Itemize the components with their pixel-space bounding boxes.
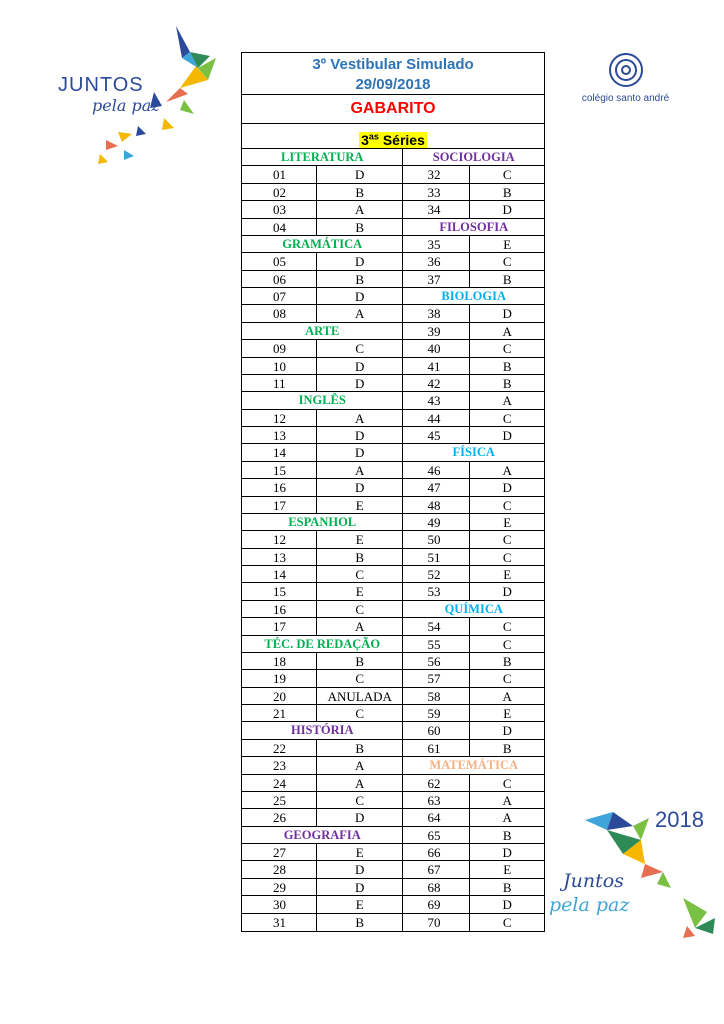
answer-letter: C (502, 914, 512, 930)
answer-row (242, 879, 402, 896)
answer-letter: B (502, 827, 512, 843)
question-number: 25 (242, 792, 317, 808)
question-number: 63 (403, 792, 470, 808)
subject-heading: FILOSOFIA (403, 219, 544, 236)
question-number: 42 (403, 375, 470, 391)
question-number: 54 (403, 618, 470, 634)
answer-row (403, 896, 544, 913)
question-number: 16 (242, 601, 317, 617)
question-number: 18 (242, 653, 317, 669)
question-number: 53 (403, 583, 470, 599)
logo-bottom-year: 2018 (655, 807, 704, 832)
question-number: 15 (242, 583, 317, 599)
answer-letter: B (355, 740, 365, 756)
subject-heading: TÉC. DE REDAÇÃO (242, 636, 402, 653)
answer-letter: A (355, 410, 365, 426)
subject-heading: MATEMÁTICA (403, 757, 544, 774)
answer-row (242, 531, 402, 548)
answer-row (242, 653, 402, 670)
question-number: 15 (242, 462, 317, 478)
answer-letter: A (355, 462, 365, 478)
answer-row (403, 740, 544, 757)
answer-letter: D (502, 306, 512, 322)
question-number: 13 (242, 427, 317, 443)
answer-row (403, 775, 544, 792)
answer-row (242, 253, 402, 270)
question-number: 02 (242, 184, 317, 200)
answer-letter: E (355, 532, 364, 548)
answer-letter: C (502, 341, 512, 357)
answer-letter: D (502, 480, 512, 496)
answer-letter: D (502, 723, 512, 739)
answer-row (242, 688, 402, 705)
answer-letter: E (355, 584, 364, 600)
subject-heading: GRAMÁTICA (242, 236, 402, 253)
answer-row (242, 601, 402, 618)
answer-row (403, 462, 544, 479)
answer-row (403, 340, 544, 357)
series-superscript: as (368, 131, 379, 141)
question-number: 31 (242, 914, 317, 931)
question-number: 68 (403, 879, 470, 895)
question-number: 27 (242, 844, 317, 860)
answer-letter: B (502, 879, 512, 895)
logo-left-line2: pela paz (92, 96, 160, 115)
answer-grid (242, 149, 544, 931)
answer-letter: C (355, 601, 365, 617)
answer-row (403, 375, 544, 392)
answer-row (242, 305, 402, 322)
question-number: 43 (403, 392, 470, 408)
answer-letter: C (502, 619, 512, 635)
answer-letter: C (502, 671, 512, 687)
subject-heading: INGLÊS (242, 392, 402, 409)
question-number: 04 (242, 219, 317, 235)
question-number: 19 (242, 670, 317, 686)
question-number: 46 (403, 462, 470, 478)
left-answer-column (242, 149, 402, 931)
answer-row (403, 166, 544, 183)
series-heading (242, 124, 544, 149)
question-number: 30 (242, 896, 317, 912)
question-number: 34 (403, 201, 470, 217)
answer-letter: D (502, 584, 512, 600)
question-number: 24 (242, 775, 317, 791)
answer-row (242, 410, 402, 427)
question-number: 70 (403, 914, 470, 931)
answer-row (403, 253, 544, 270)
answer-row (403, 688, 544, 705)
answer-letter: C (355, 671, 365, 687)
answer-letter: C (502, 636, 512, 652)
answer-letter: A (502, 393, 512, 409)
answer-letter: D (502, 897, 512, 913)
answer-row (242, 340, 402, 357)
answer-letter: D (502, 845, 512, 860)
question-number: 12 (242, 410, 317, 426)
question-number: 09 (242, 340, 317, 356)
right-answer-column (402, 149, 544, 931)
question-number: 11 (242, 375, 317, 391)
juntos-pela-paz-logo (58, 22, 228, 172)
question-number: 57 (403, 670, 470, 686)
answer-row (403, 271, 544, 288)
question-number: 20 (242, 688, 317, 704)
answer-letter: C (502, 532, 512, 548)
answer-row (242, 618, 402, 635)
logo-right-text: colégio santo andré (581, 93, 670, 104)
answer-row (403, 653, 544, 670)
answer-row (403, 497, 544, 514)
question-number: 69 (403, 896, 470, 912)
answer-letter: B (502, 271, 512, 287)
answer-row (403, 879, 544, 896)
question-number: 47 (403, 479, 470, 495)
answer-letter: C (502, 254, 512, 270)
answer-letter: D (355, 167, 365, 183)
answer-row (242, 219, 402, 236)
answer-row (242, 740, 402, 757)
answer-letter: B (502, 740, 512, 756)
exam-title (242, 53, 544, 95)
answer-row (403, 201, 544, 218)
answer-row (403, 479, 544, 496)
question-number: 21 (242, 705, 317, 721)
answer-row (403, 184, 544, 201)
answer-letter: C (355, 567, 365, 582)
answer-letter: E (355, 497, 364, 513)
question-number: 60 (403, 722, 470, 738)
answer-letter: B (355, 271, 365, 287)
answer-row (242, 792, 402, 809)
answer-row (403, 323, 544, 340)
exam-date: 29/09/2018 (355, 76, 431, 93)
answer-letter: C (355, 341, 365, 357)
answer-letter: C (502, 410, 512, 426)
answer-row (242, 427, 402, 444)
answer-row (403, 861, 544, 878)
question-number: 41 (403, 358, 470, 374)
answer-row (242, 705, 402, 722)
question-number: 01 (242, 166, 317, 182)
question-number: 22 (242, 740, 317, 756)
answer-row (403, 722, 544, 739)
question-number: 50 (403, 531, 470, 547)
answer-letter: D (355, 375, 365, 391)
question-number: 38 (403, 305, 470, 321)
question-number: 35 (403, 236, 470, 252)
answer-letter: E (503, 567, 512, 582)
question-number: 55 (403, 636, 470, 652)
question-number: 14 (242, 444, 317, 460)
answer-row (403, 392, 544, 409)
question-number: 49 (403, 514, 470, 530)
logo-bottom-line1: Juntos (563, 870, 624, 892)
answer-letter: E (503, 706, 512, 721)
answer-letter: A (355, 775, 365, 791)
answer-row (242, 271, 402, 288)
answer-row (403, 844, 544, 861)
answer-letter: D (355, 445, 365, 461)
answer-letter: D (355, 862, 365, 878)
answer-row (242, 497, 402, 514)
answer-row (242, 184, 402, 201)
subject-heading: GEOGRAFIA (242, 827, 402, 844)
answer-letter: D (355, 810, 365, 826)
question-number: 10 (242, 358, 317, 374)
question-number: 23 (242, 757, 317, 773)
answer-row (242, 861, 402, 878)
exam-title-line1: 3º Vestibular Simulado (312, 56, 474, 73)
subject-heading: ESPANHOL (242, 514, 402, 531)
answer-row (242, 462, 402, 479)
answer-row (242, 375, 402, 392)
question-number: 51 (403, 549, 470, 565)
answer-letter: C (502, 167, 512, 183)
question-number: 05 (242, 253, 317, 269)
answer-letter: B (355, 914, 365, 930)
answer-letter: A (355, 619, 365, 635)
answer-letter: D (502, 428, 512, 443)
answer-row (242, 896, 402, 913)
question-number: 44 (403, 410, 470, 426)
answer-row (403, 583, 544, 600)
question-number: 36 (403, 253, 470, 269)
answer-letter: A (502, 323, 512, 339)
question-number: 26 (242, 809, 317, 825)
answer-row (403, 410, 544, 427)
answer-letter: A (355, 306, 365, 322)
answer-row (242, 479, 402, 496)
subject-heading: LITERATURA (242, 149, 402, 166)
answer-row (403, 705, 544, 722)
answer-row (403, 549, 544, 566)
answer-letter: C (355, 792, 365, 808)
answer-letter: A (502, 810, 512, 826)
answer-letter: A (502, 792, 512, 808)
answer-row (242, 444, 402, 461)
question-number: 52 (403, 566, 470, 582)
question-number: 66 (403, 844, 470, 860)
question-number: 56 (403, 653, 470, 669)
answer-letter: E (503, 862, 512, 878)
question-number: 59 (403, 705, 470, 721)
question-number: 48 (403, 497, 470, 513)
answer-row (403, 514, 544, 531)
answer-row (242, 775, 402, 792)
question-number: 06 (242, 271, 317, 287)
answer-row (242, 670, 402, 687)
series-number: 3 (361, 131, 369, 148)
answer-row (403, 305, 544, 322)
answer-row (403, 792, 544, 809)
answer-letter: C (502, 549, 512, 565)
question-number: 61 (403, 740, 470, 756)
question-number: 17 (242, 497, 317, 513)
answer-letter: A (502, 462, 512, 478)
answer-letter: B (355, 653, 365, 669)
question-number: 13 (242, 549, 317, 565)
answer-row (403, 827, 544, 844)
answer-letter: C (502, 775, 512, 791)
question-number: 37 (403, 271, 470, 287)
answer-letter: D (502, 202, 512, 218)
answer-row (242, 844, 402, 861)
answer-row (242, 566, 402, 583)
answer-row (403, 531, 544, 548)
question-number: 17 (242, 618, 317, 634)
answer-letter: D (355, 428, 365, 443)
answer-letter: E (503, 236, 512, 252)
answer-row (242, 201, 402, 218)
question-number: 03 (242, 201, 317, 217)
answer-letter: E (355, 845, 364, 860)
gabarito-heading: GABARITO (242, 95, 544, 124)
answer-row (242, 809, 402, 826)
juntos-pela-paz-2018-logo (545, 808, 720, 948)
question-number: 14 (242, 566, 317, 582)
answer-letter: D (355, 879, 365, 895)
answer-letter: D (355, 480, 365, 496)
question-number: 67 (403, 861, 470, 877)
subject-heading: ARTE (242, 323, 402, 340)
question-number: 33 (403, 184, 470, 200)
subject-heading: BIOLOGIA (403, 288, 544, 305)
answer-row (403, 566, 544, 583)
answer-letter: B (502, 375, 512, 391)
answer-row (242, 583, 402, 600)
question-number: 07 (242, 288, 317, 304)
answer-letter: A (355, 202, 365, 218)
question-number: 65 (403, 827, 470, 843)
question-number: 45 (403, 427, 470, 443)
answer-letter: B (355, 549, 365, 565)
question-number: 32 (403, 166, 470, 182)
colegio-santo-andre-logo (568, 50, 683, 110)
spiral-icon (606, 50, 646, 88)
question-number: 58 (403, 688, 470, 704)
question-number: 62 (403, 775, 470, 791)
subject-heading: FÍSICA (403, 444, 544, 461)
answer-row (242, 358, 402, 375)
answer-letter: B (355, 184, 365, 200)
answer-key-table (241, 52, 545, 932)
answer-row (403, 236, 544, 253)
answer-letter: D (355, 254, 365, 270)
answer-row (403, 636, 544, 653)
answer-row (403, 914, 544, 931)
answer-letter: E (355, 897, 364, 913)
question-number: 64 (403, 809, 470, 825)
subject-heading: SOCIOLOGIA (403, 149, 544, 166)
question-number: 08 (242, 305, 317, 321)
answer-letter: C (355, 706, 365, 721)
answer-letter: D (355, 289, 365, 304)
answer-letter: D (355, 358, 365, 374)
question-number: 12 (242, 531, 317, 547)
answer-row (403, 670, 544, 687)
answer-letter: ANULADA (327, 688, 392, 704)
answer-row (242, 914, 402, 931)
logo-left-line1: JUNTOS (58, 74, 144, 96)
answer-letter: B (502, 358, 512, 374)
answer-row (242, 549, 402, 566)
answer-letter: A (355, 758, 365, 774)
answer-letter: B (502, 653, 512, 669)
answer-letter: B (355, 219, 365, 235)
logo-bottom-line2: pela paz (549, 894, 630, 916)
answer-row (403, 427, 544, 444)
answer-letter: E (503, 514, 512, 530)
question-number: 40 (403, 340, 470, 356)
question-number: 29 (242, 879, 317, 895)
answer-row (242, 166, 402, 183)
answer-row (403, 358, 544, 375)
answer-letter: C (502, 497, 512, 513)
subject-heading: QUÍMICA (403, 601, 544, 618)
answer-letter: B (502, 184, 512, 200)
answer-row (242, 757, 402, 774)
answer-row (403, 618, 544, 635)
series-label: Séries (378, 131, 425, 148)
question-number: 28 (242, 861, 317, 877)
question-number: 39 (403, 323, 470, 339)
answer-row (242, 288, 402, 305)
subject-heading: HISTÓRIA (242, 722, 402, 739)
answer-row (403, 809, 544, 826)
answer-letter: A (502, 688, 512, 704)
question-number: 16 (242, 479, 317, 495)
